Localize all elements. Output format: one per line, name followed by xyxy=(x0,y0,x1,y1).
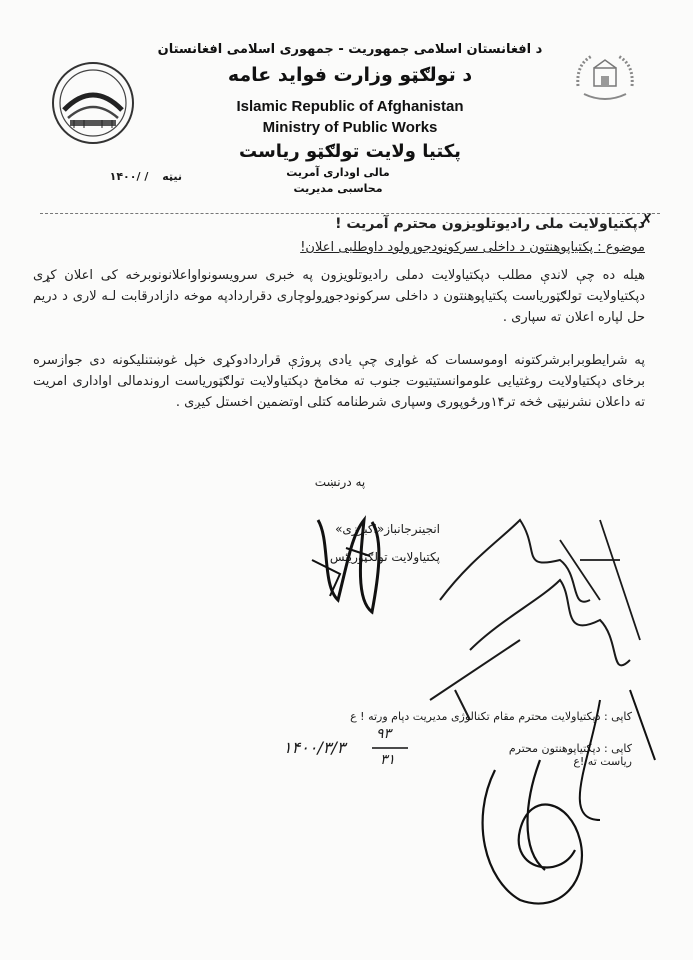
signer-name: انجینرجانباز«اکبرزی» xyxy=(335,522,440,536)
letter-addressee: دپکتیاولایت ملی رادیوتلویزون محترم آمریت ! xyxy=(335,216,645,232)
handwritten-date: ۱۴۰۰/۳/۳ xyxy=(283,738,346,757)
closing-regards: په درنښت xyxy=(314,475,366,489)
handwritten-note-stroke xyxy=(430,640,520,720)
margin-mark: ✗ xyxy=(640,210,654,229)
copy-line-1: کاپی : دپکتیاولایت محترم مقام تکنالوژی مدیریت دپام ورته ! ع xyxy=(350,710,632,723)
copy-line-2: کاپی : دپکتیاپوهنتون محترم ریاست ته !ع xyxy=(508,742,632,768)
handwritten-note-stroke xyxy=(560,520,640,640)
header-english-country: Islamic Republic of Afghanistan xyxy=(236,98,464,115)
date-line xyxy=(62,170,182,183)
letter-subject: موضوع : پکتیاپوهنتون د داخلی سرکونودجوړولود داوطلبی اعلان! xyxy=(300,240,645,255)
header-ministry-pashto: د تولګټو وزارت فواید عامه xyxy=(227,64,473,86)
scribble-signature xyxy=(483,760,582,904)
ministry-logo-icon xyxy=(50,60,136,146)
letter-paragraph-1: هیله ده چې لاندې مطلب دپکتیاولایت دملی رادیوتلویزون په خبری سرویسونواواعلانونوبرخه کی اعلان کړی دپکتیاولایت تولګټوریاست پکتیاپوهنتون د داخلی سرکونودجوړولوچاری دقراردادپه موخه دازادرقابت لـه لاری د دریم حل لپاره اعلان ته سپاری . xyxy=(33,268,645,325)
reference-number-top: ۹۳ xyxy=(376,726,392,742)
letter-paragraph-2: په شرایطوبرابرشرکتونه اوموسسات که غواړی چې یادی پروژې قراردادوکړی خپل غوښتنلیکونه دی جوازسره برخای دپکتیاولایت روغتیایی علوموانستیتیوت جنوب ته مخامخ دپکتیاولایت تولګټوریاست اروندمالی اواداری امریت ته داعلان نشرنیټی څخه تر۱۴ورځوپوری وسپاری شرطنامه کتلی اوتضمین اخستل کیږی . xyxy=(33,353,645,410)
date-label: نیټه xyxy=(162,170,182,183)
header-divider xyxy=(40,213,660,214)
header-admin-office: مالی اوداری آمریت xyxy=(286,166,390,179)
header-department: محاسبی مدیریت xyxy=(293,182,383,195)
handwritten-note-stroke xyxy=(470,580,630,665)
signer-title: پکتیاولایت تولګټوریئس xyxy=(329,550,440,564)
header-english-ministry: Ministry of Public Works xyxy=(262,119,438,136)
national-emblem-icon xyxy=(570,46,640,110)
header-province-office: پکتیا ولایت تولګټو ریاست xyxy=(239,141,461,162)
handwritten-note-stroke xyxy=(440,520,590,602)
reference-number-bottom: ۳۱ xyxy=(380,752,396,768)
header-country-line: د افغانستان اسلامی جمهوریت - جمهوری اسلامی افغانستان xyxy=(157,42,543,57)
date-value: / /۱۴۰۰ xyxy=(109,170,149,183)
